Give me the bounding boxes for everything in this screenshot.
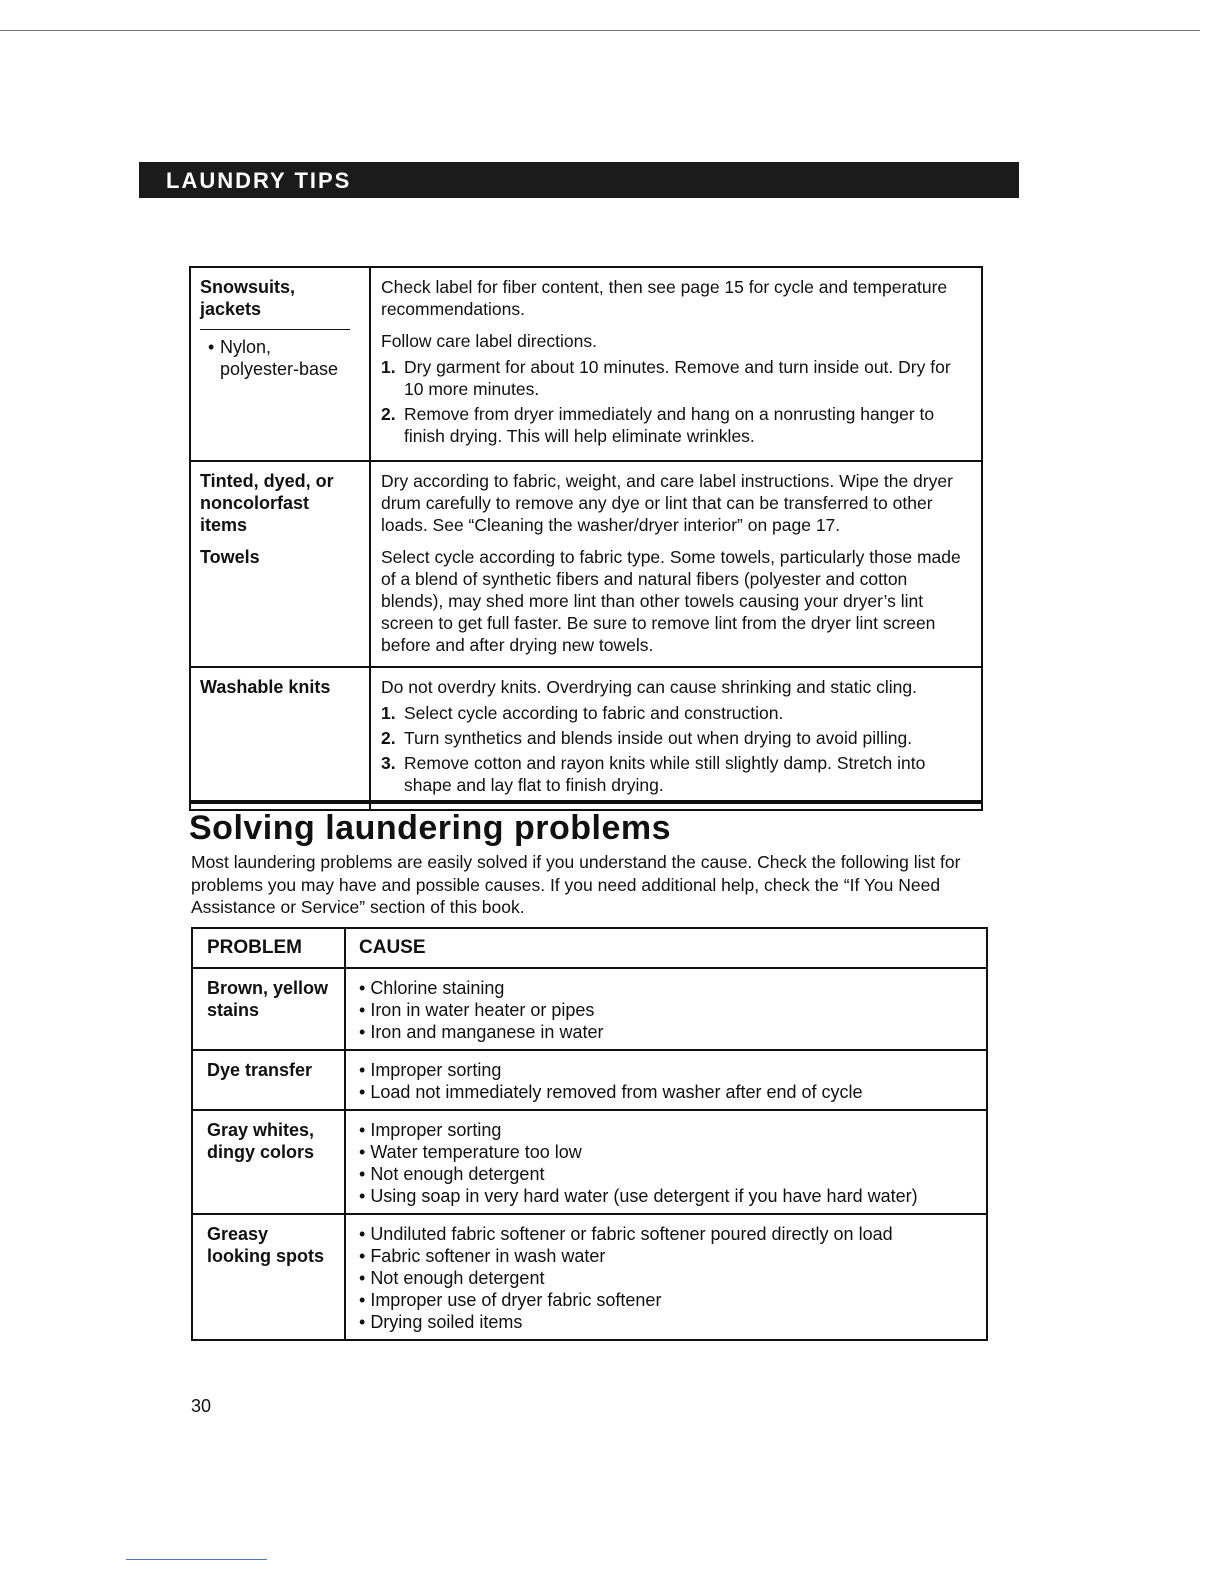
bullet-icon: •	[359, 1060, 366, 1080]
header-problem: PROBLEM	[207, 937, 302, 958]
cause-item: • Chlorine staining	[359, 978, 505, 998]
cause-item: • Improper sorting	[359, 1060, 502, 1080]
tip-row-snowsuits	[191, 268, 981, 460]
tip-label-cell	[191, 268, 371, 460]
table-row	[193, 967, 986, 1049]
cause-item: • Fabric softener in wash water	[359, 1246, 606, 1266]
bullet-icon: •	[359, 1000, 366, 1020]
section-rule	[189, 800, 983, 804]
problem-label: Gray whites,	[207, 1120, 315, 1140]
step-item: 1. Select cycle according to fabric and construction.	[381, 703, 784, 723]
bullet-icon: •	[359, 1186, 366, 1206]
table-header-row	[193, 929, 986, 967]
cause-item: • Iron and manganese in water	[359, 1022, 604, 1042]
problem-label: stains	[207, 1000, 260, 1020]
tip-label: jackets	[200, 299, 262, 319]
problem-label: Brown, yellow	[207, 978, 329, 998]
tip-label-cell	[191, 462, 371, 666]
tip-text: Dry according to fabric, weight, and care label instructions. Wipe the dryer drum carefully to remove any dye or lint that can be transferred to other loads. See “Cleaning the washer/dryer interior” on page 17.	[381, 471, 953, 535]
tip-sublabel	[200, 358, 361, 380]
cause-item: • Not enough detergent	[359, 1164, 545, 1184]
cause-item: • Improper use of dryer fabric softener	[359, 1290, 662, 1310]
tip-text: Select cycle according to fabric type. Some towels, particularly those made of a blend of synthetic fibers and natural fibers (polyester and cotton blends), may shed more lint than other towels causing your dryer’s lint screen to get full faster. Be sure to remove lint from the dryer lint screen before and after drying new towels.	[381, 547, 961, 655]
section-intro: Most laundering problems are easily solved if you understand the cause. Check the following list for problems you may have and possible causes. If you need additional help, check the “If You Need Assistance or Service” section of this book.	[191, 852, 961, 917]
top-rule	[0, 30, 1200, 31]
section-title: Solving laundering problems	[189, 809, 671, 847]
cause-item: • Improper sorting	[359, 1120, 502, 1140]
bullet-icon: •	[359, 1120, 366, 1140]
cause-item: • Water temperature too low	[359, 1142, 582, 1162]
cause-item: • Iron in water heater or pipes	[359, 1000, 595, 1020]
bullet-icon: •	[359, 1290, 366, 1310]
problem-label: dingy colors	[207, 1142, 315, 1162]
tip-label-cell	[191, 668, 371, 809]
cause-item: • Not enough detergent	[359, 1268, 545, 1288]
laundry-tips-table	[189, 266, 983, 811]
step-item: 2. Turn synthetics and blends inside out when drying to avoid pilling.	[381, 728, 913, 748]
cause-list	[359, 1223, 978, 1333]
section-header-title: LAUNDRY TIPS	[166, 168, 352, 193]
tip-text-cell	[371, 668, 981, 809]
tip-label: Tinted, dyed, or	[200, 471, 334, 491]
bullet-icon: •	[359, 1142, 366, 1162]
tip-sublabel-text: polyester-base	[220, 359, 339, 379]
step-item: 1. Dry garment for about 10 minutes. Remove and turn inside out. Dry for 10 more minutes.	[381, 357, 951, 399]
cause-item: • Undiluted fabric softener or fabric softener poured directly on load	[359, 1224, 893, 1244]
tip-label: Snowsuits,	[200, 277, 296, 297]
label-divider	[200, 329, 350, 330]
cause-item: • Drying soiled items	[359, 1312, 523, 1332]
footer-rule	[126, 1559, 267, 1560]
bullet-icon: •	[359, 1312, 366, 1332]
step-item: 2. Remove from dryer immediately and hang on a nonrusting hanger to finish drying. This will help eliminate wrinkles.	[381, 404, 935, 446]
steps-list	[381, 356, 973, 447]
problem-label: Greasy	[207, 1224, 269, 1244]
problem-label: Dye transfer	[207, 1060, 313, 1080]
bullet-icon: •	[359, 1246, 366, 1266]
cause-list	[359, 1119, 978, 1207]
bullet-icon: •	[359, 1022, 366, 1042]
tip-row-tinted-towels	[191, 460, 981, 666]
cause-item: • Using soap in very hard water (use detergent if you have hard water)	[359, 1186, 918, 1206]
tip-subintro: Follow care label directions.	[381, 331, 597, 351]
header-cause: CAUSE	[359, 937, 426, 958]
tip-text: Check label for fiber content, then see page 15 for cycle and temperature recommendations.	[381, 277, 948, 319]
tip-label: noncolorfast	[200, 493, 310, 513]
tip-text-cell	[371, 462, 981, 666]
problem-label: looking spots	[207, 1246, 324, 1266]
tip-text-cell	[371, 268, 981, 460]
tip-label: Towels	[200, 547, 260, 567]
table-row	[193, 1213, 986, 1339]
step-item: 3. Remove cotton and rayon knits while still slightly damp. Stretch into shape and lay flat to finish drying.	[381, 753, 926, 795]
bullet-icon: •	[359, 1268, 366, 1288]
steps-list	[381, 702, 973, 796]
tip-row-knits	[191, 666, 981, 809]
tip-text: Do not overdry knits. Overdrying can cause shrinking and static cling.	[381, 677, 917, 697]
bullet-icon: •	[359, 1224, 366, 1244]
table-row	[193, 1049, 986, 1109]
tip-label: items	[200, 515, 248, 535]
bullet-icon: •	[359, 1082, 366, 1102]
bullet-icon: •	[359, 1164, 366, 1184]
cause-list	[359, 1059, 978, 1103]
table-row	[193, 1109, 986, 1213]
section-header-band	[139, 162, 1019, 198]
bullet-icon: •	[208, 337, 215, 357]
problems-table	[191, 927, 988, 1341]
cause-list	[359, 977, 978, 1043]
page-number: 30	[191, 1396, 212, 1416]
cause-item: • Load not immediately removed from washer after end of cycle	[359, 1082, 863, 1102]
tip-sublabel	[200, 336, 361, 358]
bullet-icon: •	[359, 978, 366, 998]
tip-sublabel-text: Nylon,	[220, 337, 272, 357]
tip-label: Washable knits	[200, 677, 331, 697]
